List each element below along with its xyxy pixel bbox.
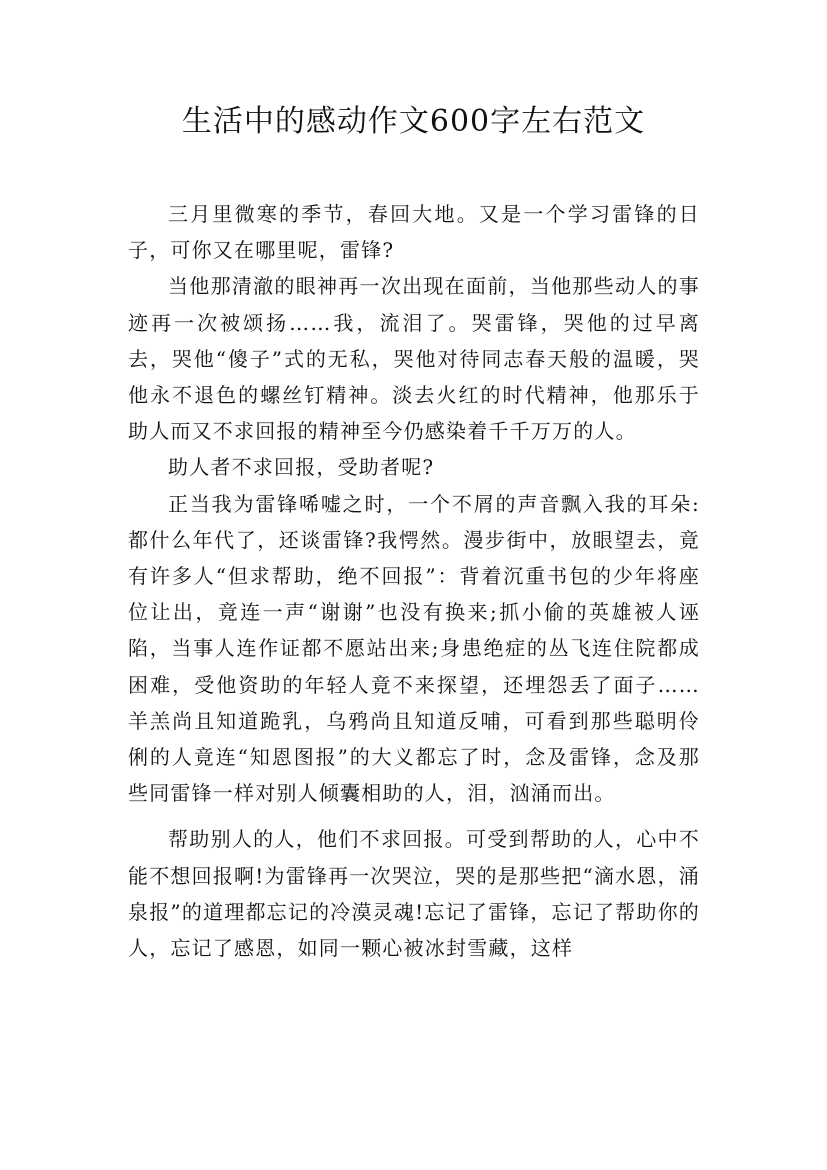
paragraph-1: 三月里微寒的季节，春回大地。又是一个学习雷锋的日子，可你又在哪里呢，雷锋?	[128, 202, 700, 263]
document-title: 生活中的感动作文600字左右范文	[181, 104, 646, 139]
document-body	[128, 196, 700, 966]
paragraph-4: 正当我为雷锋唏嘘之时，一个不屑的声音飘入我的耳朵:都什么年代了，还谈雷锋?我愕然。漫步街中，放眼望去，竟有许多人“但求帮助，绝不回报”：背着沉重书包的少年将座位让出，竟连一声“谢谢”也没有换来;抓小偷的英雄被人诬陷，当事人连作证都不愿站出来;身患绝症的丛飞连住院都成困难，受他资助的年轻人竟不来探望，还埋怨丢了面子……羊羔尚且知道跪乳，乌鸦尚且知道反哺，可看到那些聪明伶俐的人竟连“知恩图报”的大义都忘了时，念及雷锋，念及那些同雷锋一样对别人倾囊相助的人，泪，汹涌而出。	[128, 491, 700, 806]
paragraph-2: 当他那清澈的眼神再一次出现在面前，当他那些动人的事迹再一次被颂扬……我，流泪了。哭雷锋，哭他的过早离去，哭他“傻子”式的无私，哭他对待同志春天般的温暖，哭他永不退色的螺丝钉精神。淡去火红的时代精神，他那乐于助人而又不求回报的精神至今仍感染着千千万万的人。	[128, 274, 700, 444]
paragraph-5: 帮助别人的人，他们不求回报。可受到帮助的人，心中不能不想回报啊!为雷锋再一次哭泣，哭的是那些把“滴水恩，涌泉报”的道理都忘记的冷漠灵魂!忘记了雷锋，忘记了帮助你的人，忘记了感恩，如同一颗心被冰封雪藏，这样	[128, 827, 700, 961]
paragraph-3: 助人者不求回报，受助者呢?	[168, 455, 435, 480]
